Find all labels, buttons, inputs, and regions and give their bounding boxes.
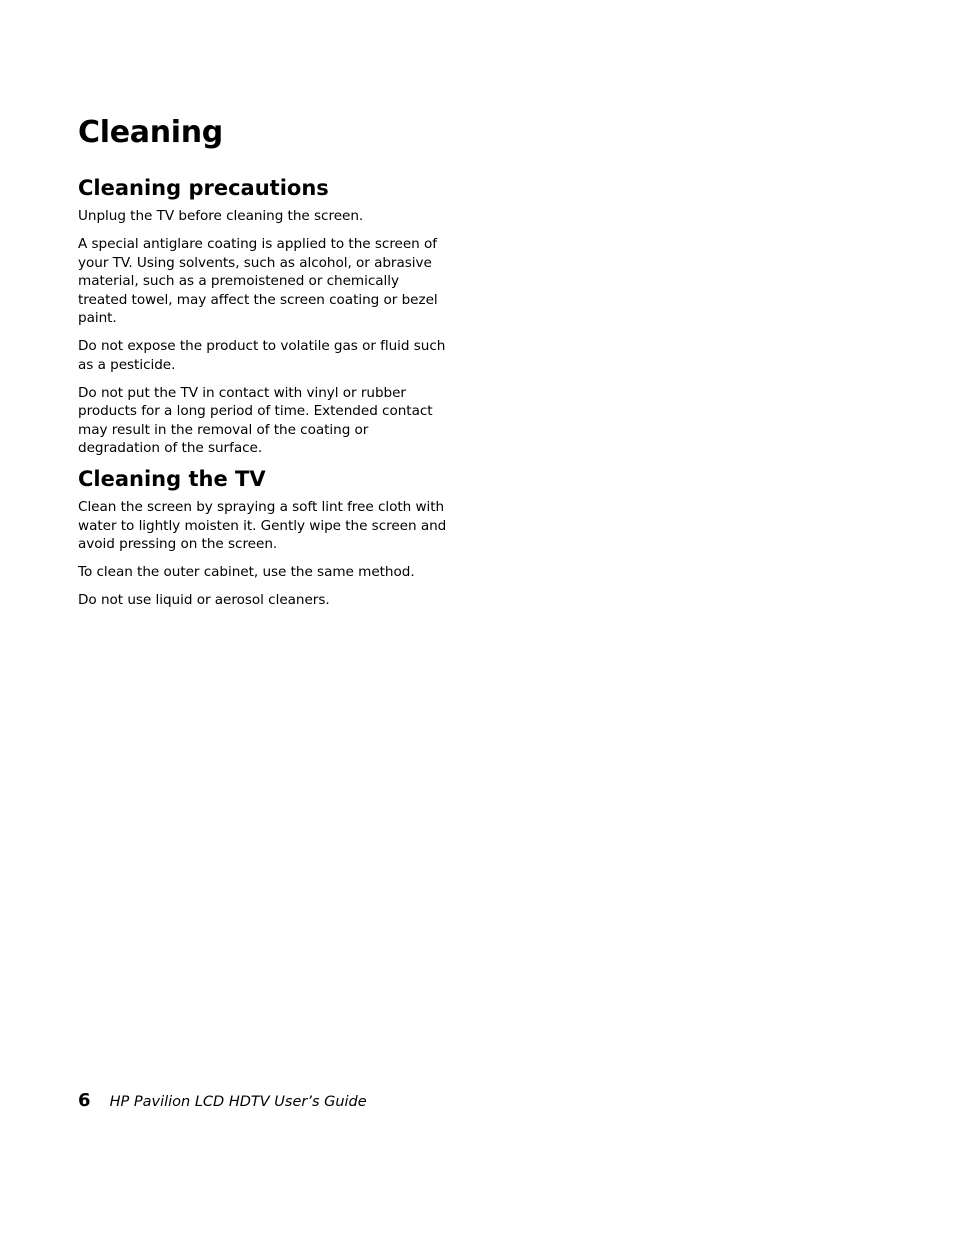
guide-title: HP Pavilion LCD HDTV User’s Guide: [109, 1094, 367, 1110]
paragraph: Unplug the TV before cleaning the screen.: [78, 208, 364, 224]
paragraph: Do not expose the product to volatile gas or fluid such as a pesticide.: [78, 338, 446, 373]
page-footer: [78, 1090, 367, 1114]
section-heading: Cleaning the TV: [78, 467, 266, 491]
paragraph: A special antiglare coating is applied to the screen of your TV. Using solvents, such as alcohol, or abrasive material, such as a premoistened or chemically treated towel, may affect the screen coating or bezel paint.: [78, 236, 438, 326]
paragraph: Do not use liquid or aerosol cleaners.: [78, 592, 330, 608]
section-cleaning-the-tv: [78, 465, 450, 610]
paragraph: Do not put the TV in contact with vinyl or rubber products for a long period of time. Extended contact may result in the removal of the coating or degradation of the surface.: [78, 384, 433, 456]
page-title: Cleaning: [78, 115, 223, 150]
page-number: 6: [78, 1090, 91, 1111]
paragraph: To clean the outer cabinet, use the same method.: [78, 564, 415, 580]
section-cleaning-precautions: [78, 174, 450, 458]
section-heading: Cleaning precautions: [78, 176, 329, 200]
paragraph: Clean the screen by spraying a soft lint free cloth with water to lightly moisten it. Gently wipe the screen and avoid pressing on the screen.: [78, 499, 447, 552]
